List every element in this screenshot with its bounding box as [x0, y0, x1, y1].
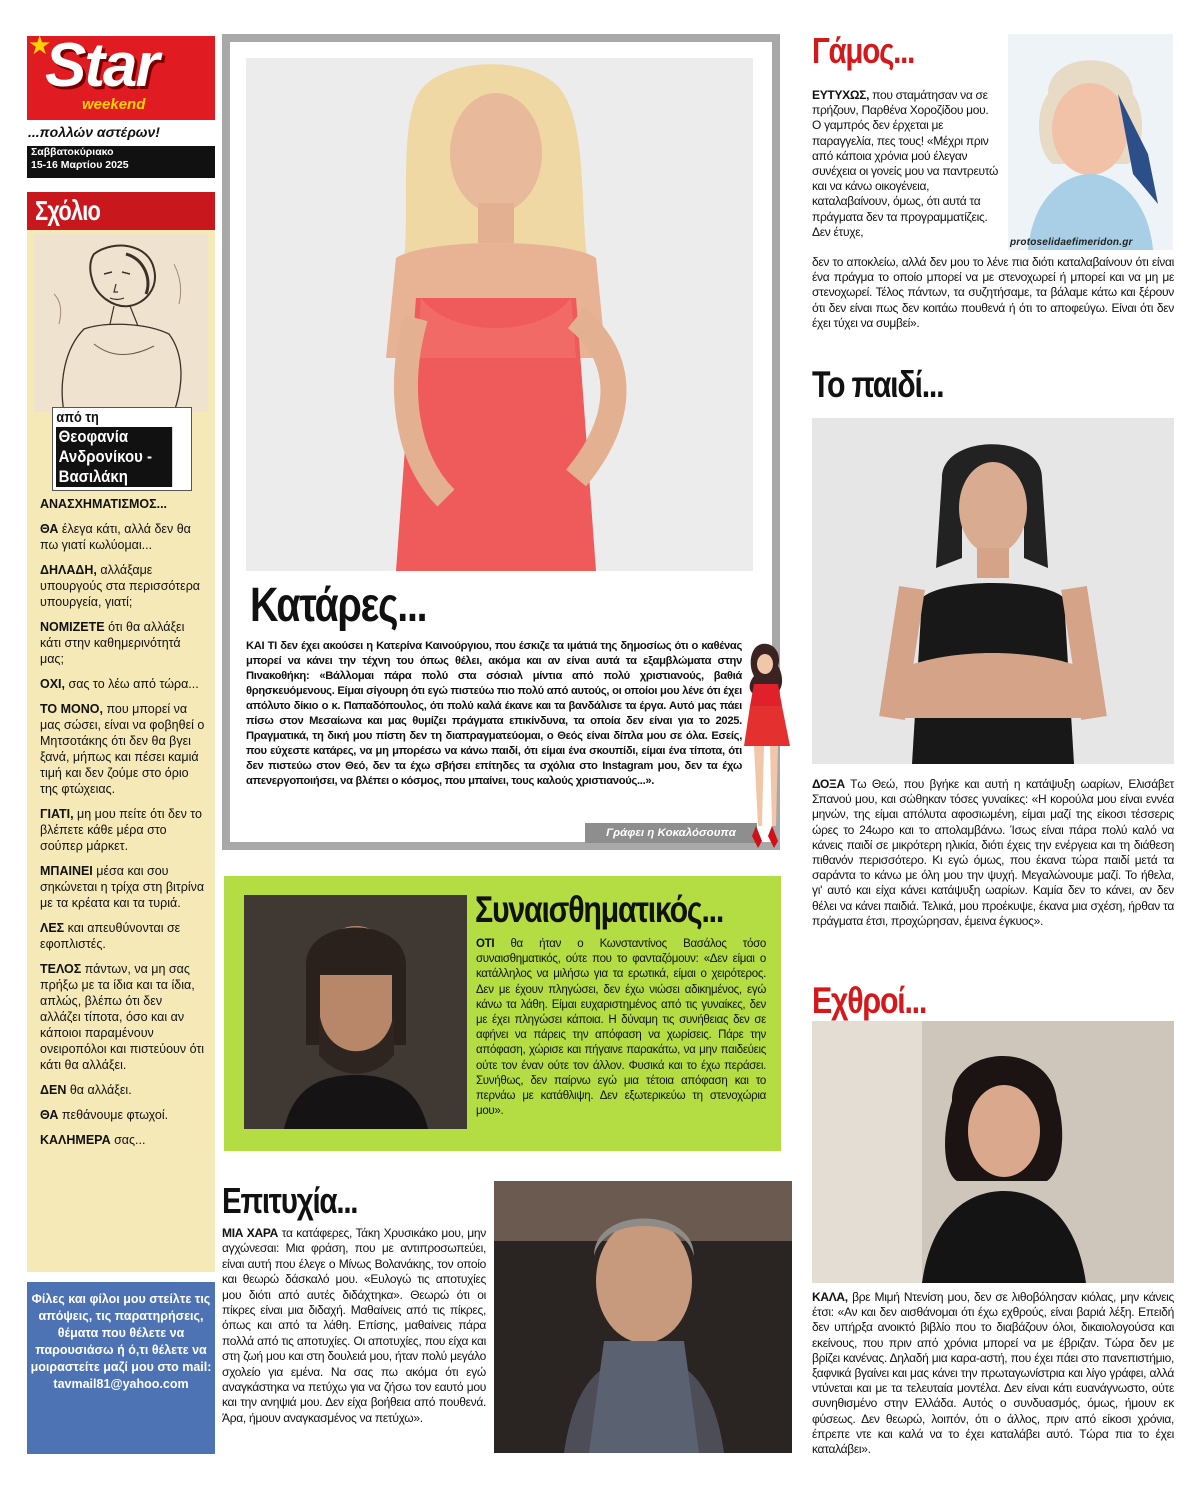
green-story-text: ΟΤΙ θα ήταν ο Κωνσταντίνος Βασάλος τόσο συναισθηματικός, ούτε που το φανταζόμουν: «Δεν είμαι ο κατάλληλος να μιλήσω για τα ερωτικά, είμαι ο χειρότερος. Δεν με έχουν πληγώσει, δεν έχω νιώσει αδικημένος, εγώ κάνω τα λάθη. Είμαι ευχαριστημένος από τις γυναίκες, δεν με έχει πληγώσει κάποια. Η δύναμη τις συνήθειας δεν σε αφήνει να πάρεις την απόφαση να χωρίσεις. Πάρε την απόφαση, χώρισε και πήγαινε παρακάτω, να μην παιδεύεις ούτε τον έναν ούτε τον άλλον. Φυσικά και το έχω περάσει. Συνήθως, δεν παίρνω εγώ μια τέτοια απόφαση και το περνάω με κατάθλιψη. Δεν εξωτερικεύω τη στενοχώρια μου». [476, 938, 766, 1118]
column-paragraph: ΓΙΑΤΙ, μη μου πείτε ότι δεν το βλέπετε κάθε μέρα στο σούπερ μάρκετ. [40, 807, 203, 853]
watermark: protoselidaefimeridon.gr [1010, 237, 1133, 248]
column-paragraph: ΝΟΜΙΖΕΤΕ ότι θα αλλάξει κάτι στην καθημερινότητά μας; [40, 620, 185, 666]
gamos-text: ΕΥΤΥΧΩΣ, που σταμάτησαν να σε πρήζουν, Παρθένα Χοροζίδου μου. Ο γαμπρός δεν έρχεται με παραγγελία, πες τους! «Μέχρι πριν από κάποια χρόνια μού έλεγαν συνέχεια οι γονείς μου να παντρευτώ και να κάνω οικογένεια, καταλαβαίνουν, όμως, ότι αυτά τα πράγματα δεν τα προγραμματίζεις. Δεν έτυχε, [812, 88, 999, 239]
fashion-illustration [740, 636, 796, 858]
column-paragraph: ΚΑΛΗΜΕΡΑ σας... [40, 1133, 146, 1147]
column-paragraph: ΜΠΑΙΝΕΙ μέσα και σου σηκώνεται η τρίχα στη βιτρίνα με τα κρέατα και τα τυριά. [40, 864, 205, 910]
column-paragraph: ΔΕΝ θα αλλάξει. [40, 1083, 132, 1097]
feature-title: Κατάρες... [250, 579, 427, 632]
ntenisi-photo [812, 1021, 1174, 1283]
exthroi-text: ΚΑΛΑ, βρε Μιμή Ντενίση μου, δεν σε λιθοβόλησαν κιόλας, μην κάνεις έτσι: «Αν και δεν αισθάνομαι ότι έχω εχθρούς, είναι βαριά λέξη. Επειδή δεν υπήρξα ανοικτό βιβλίο που το διαβάζουν όλοι, δικαιολογούσα και εκείνους, που πριν από χρόνια μπορεί να με έβριζαν. Τώρα δεν με βρίζει κανένας. Δηλαδή μια καρα-αστή, που έχει πάει στο πανεπιστήμιο, ξαφνικά βγαίνει και μας κάνει την πρωταγωνίστρια και λίγο γράφει, αλλά ντύνεται και με τα τελευταία μοντέλα. Δεν είναι κάτι ευανάγνωστο, ούτε συνηθισμένο στην Ελλάδα. Αυτός ο συνδυασμός, όμως, ήμουν εκ φύσεως. Δεν θεωρώ, λοιπόν, ότι ο άλλος, πριν από είκοσι χρόνια, έπρεπε ντε και καλά να το έχει καταλάβει αυτό. Τώρα πια το έχει καταλάβει». [812, 1290, 1174, 1457]
gamos-title: Γάμος... [812, 30, 915, 71]
exthroi-title: Εχθροί... [812, 980, 927, 1021]
epityxia-text: ΜΙΑ ΧΑΡΑ τα κατάφερες, Τάκη Χρυσικάκο μου, μην αγχώνεσαι: Μια φράση, που με αντιπροσωπεύει, είναι αυτή που έλεγε ο Μίνως Βολανάκης, τον οποίο και θεωρώ δάσκαλό μου. «Ευλογώ τις αποτυχίες μου διότι από αυτές διδάχτηκα». Θεωρώ ότι οι πίκρες είναι μια διδαχή. Μαθαίνεις από τις πίκρες, όπως και από τα λάθη. Επίσης, μαθαίνεις πάρα πολλά από τις αποτυχίες. Οι αποτυχίες, που είχα και στη ζωή μου και στη δουλειά μου, ήταν πολύ μεγάλο σχολείο για εμένα. Να σας πω ακόμα ότι εγώ αναγκάστηκα να πετύχω για να ζήσω τον εαυτό μου και την ανηψιά μου. Δεν είχα βοήθεια από πουθενά. Άρα, ήμουν αναγκασμένος να πετύχω». [222, 1226, 486, 1425]
author-sketch [34, 234, 208, 412]
byline-from: από τη [56, 409, 99, 426]
section-title: Σχόλιο [35, 195, 101, 226]
paidi-text: ΔΟΞΑ Τω Θεώ, που βγήκε και αυτή η κατάψυξη ωαρίων, Ελισάβετ Σπανού μου, και σώθηκαν τόσες γυναίκες: «Η κορούλα μου είναι εννέα μηνών, της είμαι απόλυτα αφοσιωμένη, είμαι μαζί της είκοσι τέσσερις ώρες το 24ωρο και το απολαμβάνω. Ίσως είναι πάρα πολύ καλό να κάνεις παιδί σε μικρότερη ηλικία, διότι έχεις την ενέργεια και τη διάθεση πιθανόν περισσότερο. Κι εγώ όμως, που έκανα τώρα παιδί μετά τα σαράντα το κάνω με όλη μου την ψυχή. Μεγαλώνουμε μαζί. Το ήθελα, γι' αυτό και είχα κάνει κατάψυξη ωαρίων. Καμία δεν το κάνει, αν δεν θέλει να κάνει παιδιά. Τελικά, μου προέκυψε, έκανα μια σχέση, ήρθαν τα πράγματα έτσι, προχώρησαν, έμεινα έγκυος». [812, 777, 1174, 928]
logo-weekend: weekend [82, 96, 146, 113]
vasalos-photo [244, 895, 467, 1129]
date-line-1: Σαββατοκύριακο [31, 146, 114, 158]
reader-contact-text: Φίλες και φίλοι μου στείλτε τις απόψεις, τις παρατηρήσεις, θέματα που θέλετε να παρουσιάσω ή ό,τι θέλετε να μοιραστείτε μαζί μου στο mail: tavmail81@yahoo.com [30, 1292, 212, 1391]
feature-text: ΚΑΙ ΤΙ δεν έχει ακούσει η Κατερίνα Καινούργιου, που έσκιζε τα ιμάτιά της δημοσίως ότι ο καθένας μπορεί να κάνει την τέχνη του όπως θέλει, ακόμα και αν είναι αυτά τα εξαμβλώματα στην Πινακοθήκη: «Βάλλομαι πάρα πολύ στα σόσιαλ μίντια από πολύ χριστιανούς, βαθιά θρησκευόμενους. Είμαι σίγουρη ότι εγώ πιστεύω πιο πολύ από αυτούς, οι οποίοι μου λένε ότι έχει απόλυτο δίκιο ο κ. Παπαδόπουλος, ότι πολύ καλά έκανε και τα βανδάλισε τα έργα. Αυτό μας πάει πίσω στον Μεσαίωνα και μας θυμίζει πράγματα επικίνδυνα, τα οποία δεν είναι για το 2025. Πραγματικά, τη δική μου πίστη δεν τη διαπραγματεύομαι, ο Θεός είναι δίπλα μου σε όλα. Εσείς, που εύχεστε κατάρες, να μη μπορέσω να κάνω παιδί, ότι είμαι ένα σκουπίδι, είμαι ένα τίποτα, ότι δεν πιστεύω στον Θεό, δεν τα έχω σβήσει επίτηδες τα σχόλια στο Instagram μου, δεν τα έχω απενεργοποιήσει, να βλέπει ο κόσμος, που μπαίνει, τους καλούς χριστιανούς...». [246, 640, 742, 787]
logo-star: Star [45, 31, 158, 100]
paidi-title: Το παιδί... [812, 364, 944, 405]
author-tag: Γράφει η Κοκαλόσουπα [585, 823, 757, 843]
gamos-text-continued: δεν το αποκλείω, αλλά δεν μου το λένε πια διότι καταλαβαίνουν ότι είναι ένα πράγμα το οποίο μπορεί να με στενοχωρεί ή μπορεί και να μη με στενοχωρεί. Τέλος πάντων, τα συζητήσαμε, τα βάλαμε κάτω και ξέρουν ότι δεν είναι πως δεν κοιτάω πουθενά ή ότι το αποφεύγω. Είναι ότι δεν έχει τύχει να συμβεί». [812, 255, 1174, 330]
kainourgiou-photo [246, 58, 753, 571]
byline-name: Θεοφανία Ανδρονίκου - Βασιλάκη [56, 427, 172, 487]
spanou-photo [812, 418, 1174, 764]
chrysikakos-photo [494, 1181, 792, 1453]
column-paragraph: ΘΑ έλεγα κάτι, αλλά δεν θα πω γιατί κωλύομαι... [40, 522, 191, 552]
column-paragraph: ΛΕΣ και απευθύνονται σε εφοπλιστές. [40, 921, 181, 951]
date-line-2: 15-16 Μαρτίου 2025 [31, 159, 129, 171]
epityxia-title: Επιτυχία... [222, 1180, 358, 1221]
column-paragraph: ΤΟ ΜΟΝΟ, που μπορεί να μας σώσει, είναι να φοβηθεί ο Μητσοτάκης ότι δεν θα βγει ξανά, μήπως και πέσει καμιά τιμή και δεν ζούμε στο όριο της φτώχειας. [40, 702, 205, 796]
column-paragraph: ΤΕΛΟΣ πάντων, να μη σας πρήξω με τα ίδια και τα ίδια, απλώς, βλέπω ότι δεν αλλάζει τίποτα, όσο και αν κάποιοι παραμένουν ονειροπόλοι και πιστεύουν ότι κάτι θα αλλάξει. [40, 962, 205, 1072]
column-paragraph: ΔΗΛΑΔΗ, αλλάξαμε υπουργούς στα περισσότερα υπουργεία, γιατί; [40, 563, 201, 609]
date-bar [27, 146, 215, 178]
tagline: ...πολλών αστέρων! [28, 124, 160, 140]
author-byline [52, 407, 192, 491]
reader-contact-box [27, 1282, 215, 1454]
chorozidou-photo [1008, 34, 1173, 250]
star-icon: ★ [28, 30, 52, 60]
column-paragraph: ΑΝΑΣΧΗΜΑΤΙΣΜΟΣ... [40, 497, 168, 511]
section-header [27, 192, 215, 230]
column-paragraph: ΟΧΙ, σας το λέω από τώρα... [40, 677, 199, 691]
column-text [40, 496, 205, 1157]
column-paragraph: ΘΑ πεθάνουμε φτωχοί. [40, 1108, 169, 1122]
green-story-title: Συναισθηματικός... [475, 889, 724, 930]
